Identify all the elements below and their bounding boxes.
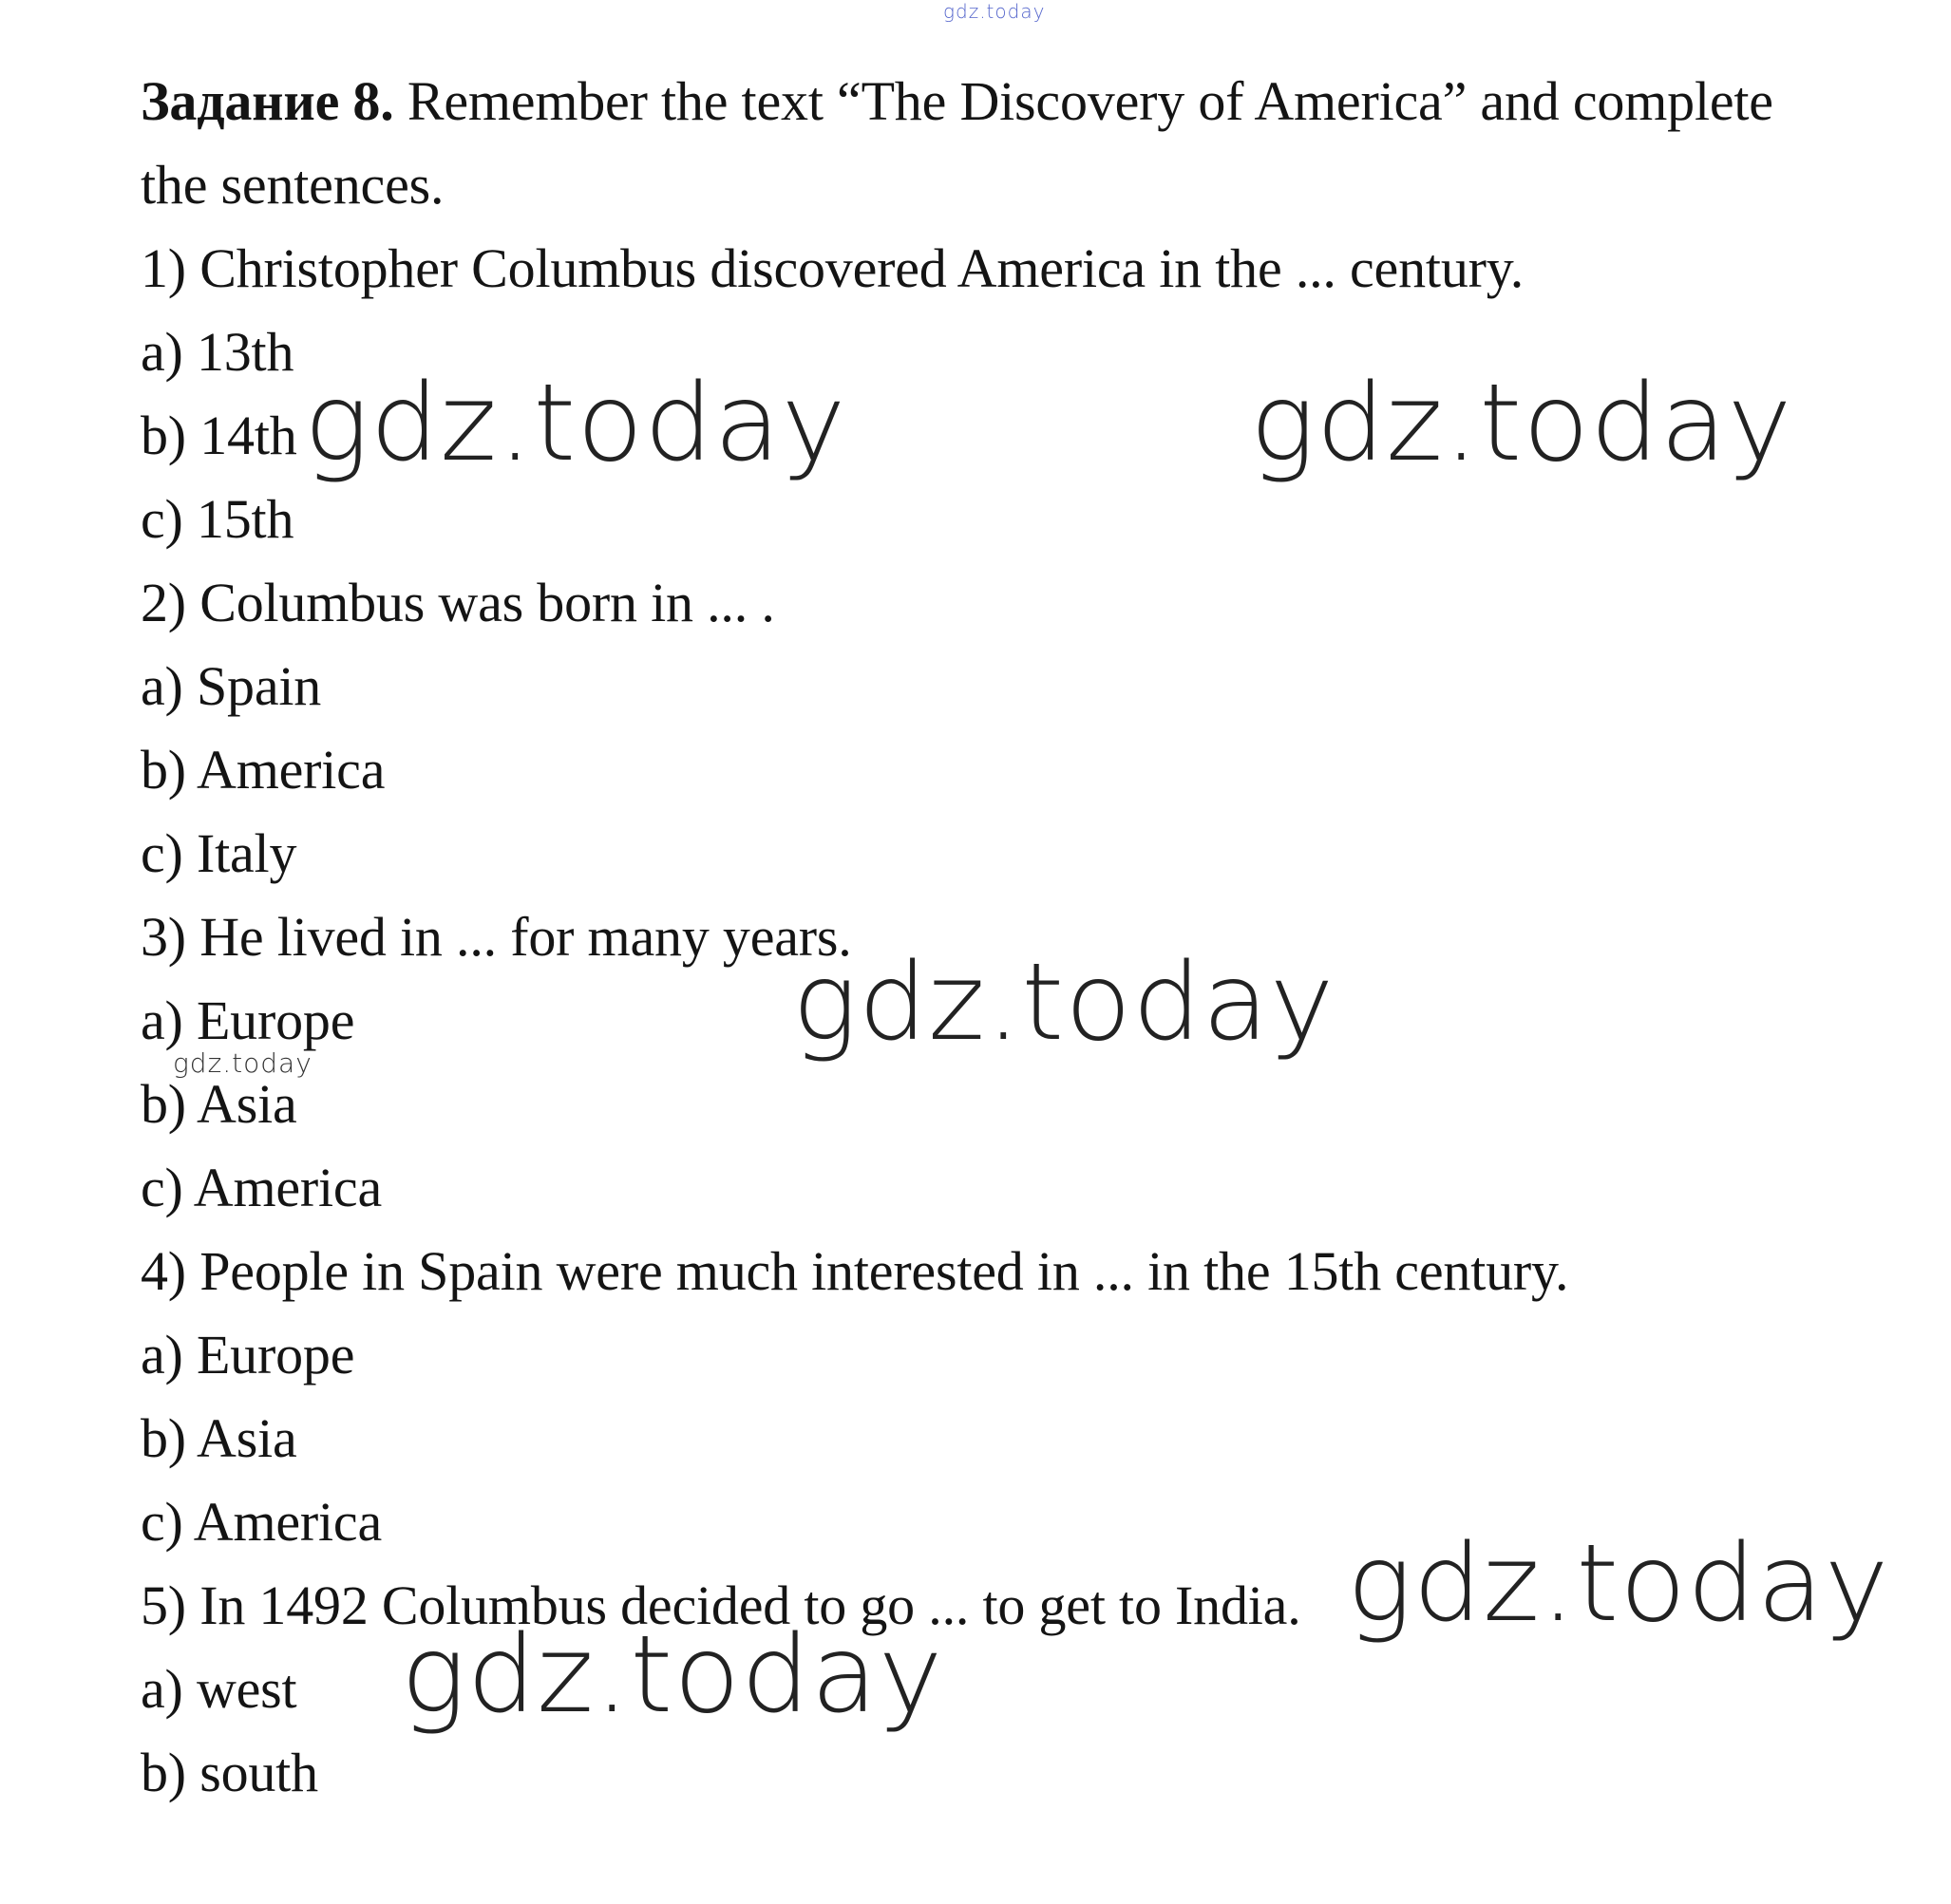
question-3-option-c: c) America xyxy=(141,1157,383,1218)
question-1-option-b: b) 14th xyxy=(141,405,297,466)
task-heading xyxy=(141,68,1773,135)
question-4: 4) People in Spain were much interested in ... in the 15th century. xyxy=(141,1240,1569,1302)
task-instruction-line2: the sentences. xyxy=(141,154,445,216)
question-4-option-b: b) Asia xyxy=(141,1407,297,1469)
question-3-option-a: a) Europe xyxy=(141,990,355,1051)
question-3-option-b: b) Asia xyxy=(141,1073,297,1135)
question-5-option-b: b) south xyxy=(141,1742,318,1803)
watermark-small: gdz.today xyxy=(173,1047,313,1079)
task-instruction-line1: Remember the text “The Discovery of America” and complete xyxy=(393,70,1773,132)
watermark-1: gdz.today xyxy=(304,362,847,485)
question-2-option-a: a) Spain xyxy=(141,655,322,717)
question-2-option-b: b) America xyxy=(141,739,386,801)
question-5: 5) In 1492 Columbus decided to go ... to get to India. xyxy=(141,1574,1301,1636)
question-4-option-c: c) America xyxy=(141,1491,383,1553)
watermark-4: gdz.today xyxy=(1347,1522,1890,1646)
question-4-option-a: a) Europe xyxy=(141,1324,355,1386)
question-2: 2) Columbus was born in ... . xyxy=(141,572,775,633)
question-1-option-c: c) 15th xyxy=(141,488,294,550)
task-label: Задание 8. xyxy=(141,70,394,132)
watermark-2: gdz.today xyxy=(1250,362,1793,485)
watermark-3: gdz.today xyxy=(792,941,1335,1065)
question-1-option-a: a) 13th xyxy=(141,321,294,383)
question-3: 3) He lived in ... for many years. xyxy=(141,906,852,968)
top-watermark: gdz.today xyxy=(943,0,1046,23)
question-1: 1) Christopher Columbus discovered America in the ... century. xyxy=(141,237,1525,299)
question-5-option-a: a) west xyxy=(141,1658,297,1720)
watermark-5: gdz.today xyxy=(401,1613,944,1737)
question-2-option-c: c) Italy xyxy=(141,822,297,884)
